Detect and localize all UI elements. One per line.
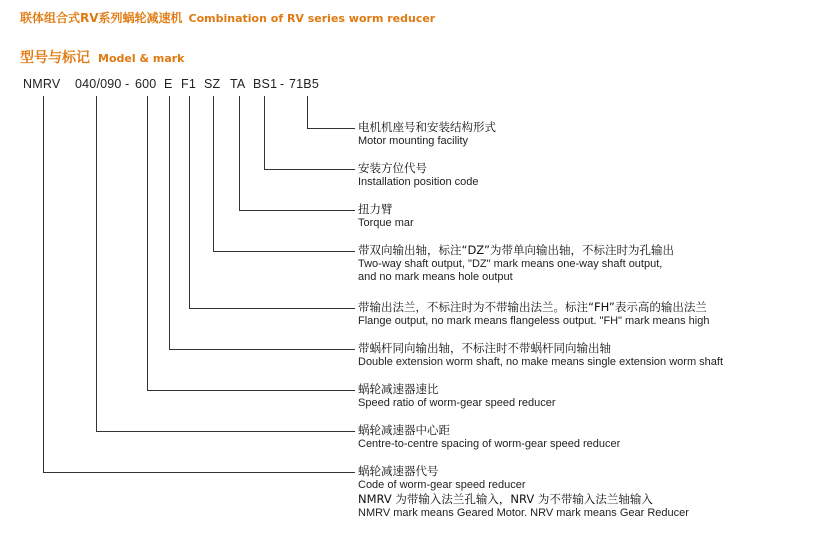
section-title-en: Model & mark	[98, 52, 185, 65]
desc-installation-position	[358, 161, 478, 189]
desc-zh: 蜗轮减速器中心距	[358, 423, 450, 437]
token-bs1: BS1	[253, 77, 278, 91]
desc-en: Torque mar	[358, 217, 414, 229]
desc-zh: 扭力臂	[358, 202, 393, 216]
leader-flange	[190, 96, 356, 309]
desc-worm-shaft	[358, 341, 723, 369]
desc-zh: 电机机座号和安装结构形式	[358, 120, 496, 134]
leader-torque	[240, 96, 356, 211]
token-f1: F1	[181, 77, 196, 91]
section-title-zh: 型号与标记	[20, 50, 90, 66]
leader-code	[44, 96, 356, 473]
token-motor: 71B5	[289, 77, 319, 91]
token-e: E	[164, 77, 173, 91]
token-dash-1: -	[125, 77, 130, 91]
desc-en-line2: NMRV mark means Geared Motor. NRV mark means Gear Reducer	[358, 507, 689, 519]
desc-reducer-code	[358, 464, 689, 520]
desc-zh: 带双向输出轴，标注“DZ”为带单向输出轴，不标注时为孔输出	[358, 243, 674, 257]
desc-zh: 带输出法兰，不标注时为不带输出法兰。标注“FH”表示高的输出法兰	[358, 300, 707, 314]
token-ratio: 600	[135, 77, 157, 91]
desc-en: Installation position code	[358, 176, 479, 188]
header-title-en: Combination of RV series worm reducer	[188, 12, 436, 25]
desc-zh: 蜗轮减速器速比	[358, 382, 439, 396]
leader-motor	[308, 96, 356, 129]
desc-zh: 带蜗杆同向输出轴，不标注时不带蜗杆同向输出轴	[358, 341, 611, 355]
desc-motor-mounting	[358, 120, 496, 148]
desc-en-line2: and no mark means hole output	[358, 271, 513, 283]
token-ta: TA	[230, 77, 246, 91]
token-center-distance: 040/090	[75, 77, 122, 91]
desc-en: Centre-to-centre spacing of worm-gear speed reducer	[358, 438, 621, 450]
header-title-zh: 联体组合式RV系列蜗轮减速机	[20, 11, 183, 25]
leader-install	[265, 96, 356, 170]
desc-en: Motor mounting facility	[358, 135, 469, 147]
desc-output-shaft	[358, 243, 674, 284]
token-nmrv: NMRV	[23, 77, 61, 91]
leader-ratio	[148, 96, 356, 391]
desc-zh: 蜗轮减速器代号	[358, 464, 439, 478]
leader-center-distance	[97, 96, 356, 432]
desc-torque-arm	[358, 202, 414, 230]
leader-output-shaft	[214, 96, 356, 252]
desc-en: Code of worm-gear speed reducer	[358, 479, 526, 491]
token-sz: SZ	[204, 77, 221, 91]
desc-en: Two-way shaft output, "DZ" mark means one-way shaft output,	[358, 258, 663, 270]
leader-worm-shaft	[170, 96, 356, 350]
desc-flange-output	[358, 300, 709, 328]
desc-zh-line2: NMRV 为带输入法兰孔输入，NRV 为不带输入法兰轴输入	[358, 492, 653, 506]
desc-center-distance	[358, 423, 620, 451]
desc-en: Double extension worm shaft, no make means single extension worm shaft	[358, 356, 724, 368]
desc-speed-ratio	[358, 382, 556, 410]
desc-zh: 安装方位代号	[358, 161, 427, 175]
desc-en: Speed ratio of worm-gear speed reducer	[358, 397, 556, 409]
desc-en: Flange output, no mark means flangeless output. "FH" mark means high	[358, 315, 710, 327]
token-dash-2: -	[280, 77, 285, 91]
